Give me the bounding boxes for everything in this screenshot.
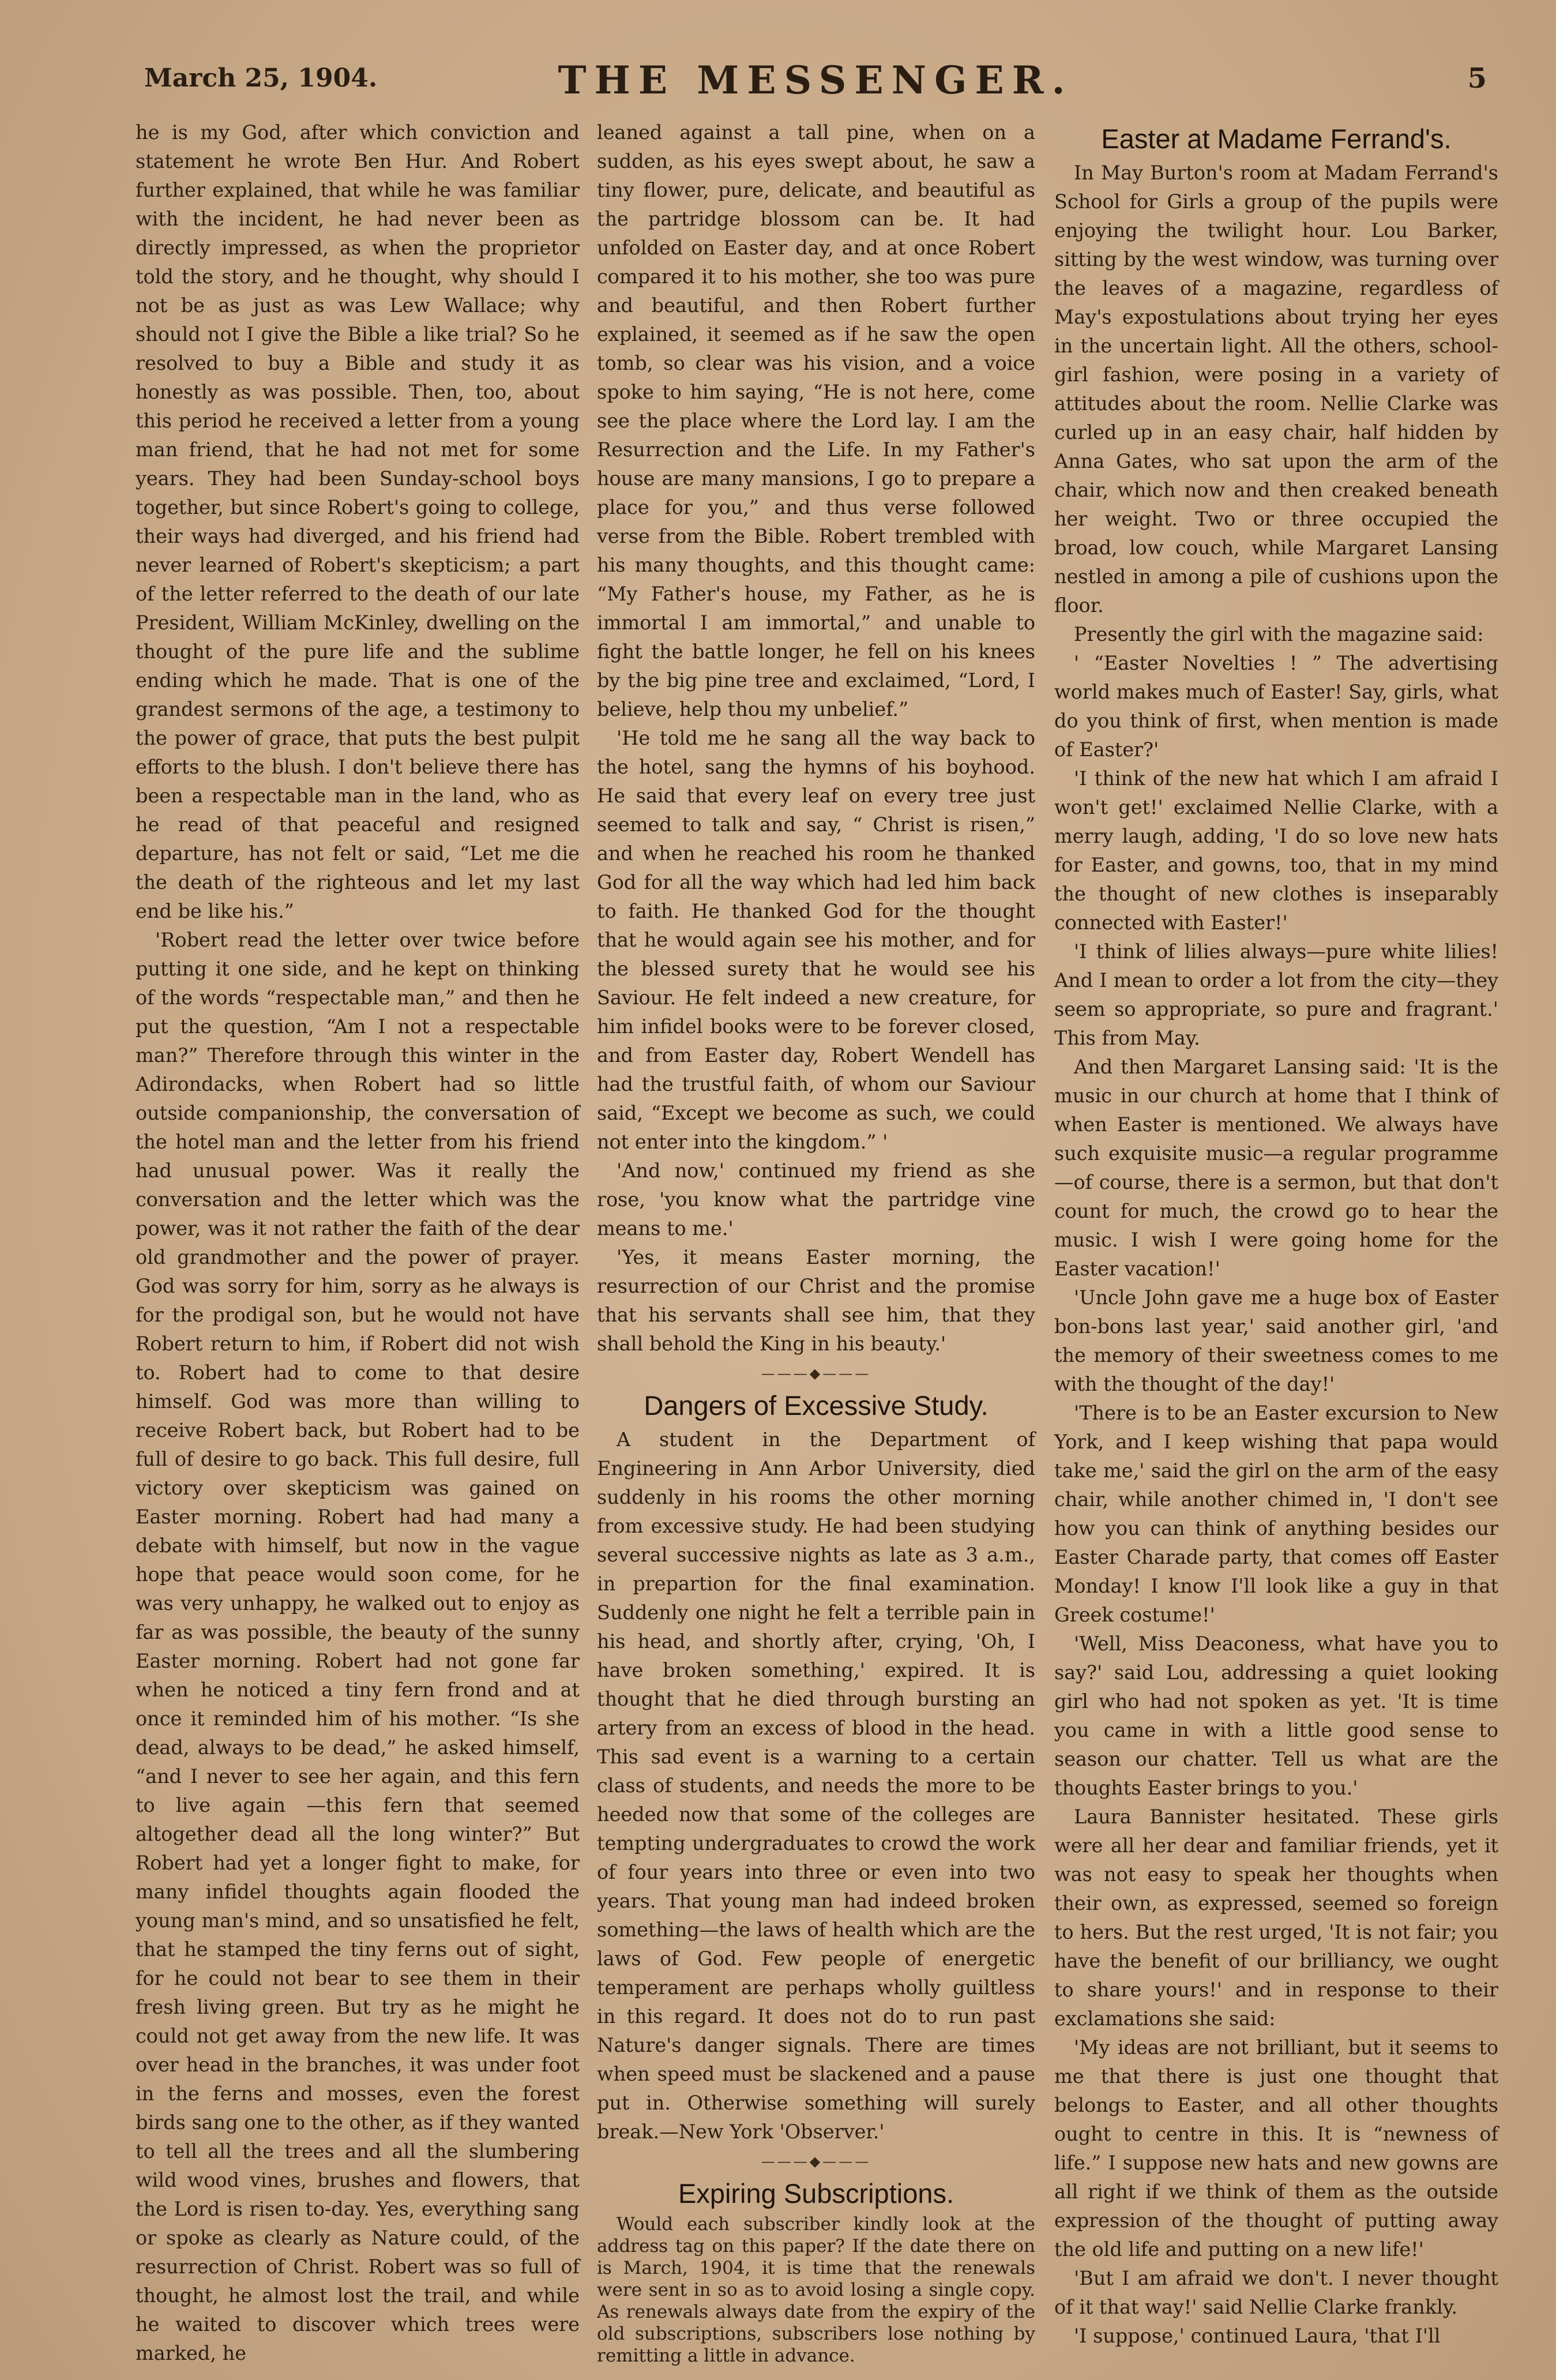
story-paragraph: 'I think of lilies always—pure white lilies! And I mean to order a lot from the city—they seem so appropriate, so pure and fragrant.' This from May. — [1054, 940, 1498, 1049]
story-paragraph: 'But I am afraid we don't. I never thought of it that way!' said Nellie Clarke frankly. — [1054, 2267, 1498, 2318]
story-paragraph: And then Margaret Lansing said: 'It is the music in our church at home that I think of when Easter is mentioned. We always have such exquisite music—a regular programme—of course, there is a sermon, but that don't count for much, the crowd go to hear the music. I wish I were going home for the Easter vacation!' — [1054, 1056, 1498, 1280]
article-paragraph: 'He told me he sang all the way back to the hotel, sang the hymns of his boyhood. He said that every leaf on every tree just seemed to talk and say, “ Christ is risen,” and when he reached his room he thanked God for all the way which had led him back to faith. He thanked God for the thought that he would again see his mother, and for the blessed surety that he would see his Saviour. He felt indeed a new creature, for him infidel books were to be forever closed, and from Easter day, Robert Wendell has had the trustful faith, of whom our Saviour said, “Except we become as such, we could not enter into the kingdom.” ' — [597, 727, 1035, 1153]
story-paragraph: 'Uncle John gave me a huge box of Easter bon-bons last year,' said another girl, 'and the memory of their sweetness comes to me with the thought of the day!' — [1054, 1286, 1498, 1395]
column-3 — [1054, 118, 1498, 2345]
issue-date: March 25, 1904. — [144, 63, 378, 93]
section-divider: ———◆——— — [761, 1365, 871, 1382]
easter-heading: Easter at Madame Ferrand's. — [1101, 123, 1452, 154]
article-paragraph: 'Yes, it means Easter morning, the resurrection of our Christ and the promise that his servants shall see him, that they shall behold the King in his beauty.' — [597, 1246, 1035, 1355]
section-divider: ———◆——— — [761, 2153, 871, 2169]
story-paragraph: 'I think of the new hat which I am afraid I won't get!' exclaimed Nellie Clarke, with a merry laugh, adding, 'I do so love new hats for Easter, and gowns, too, that in my mind the thought of new clothes is inseparably connected with Easter!' — [1054, 767, 1498, 934]
story-paragraph: Presently the girl with the magazine said: — [1074, 623, 1484, 645]
story-paragraph: 'I suppose,' continued Laura, 'that I'll — [1074, 2325, 1441, 2347]
dangers-heading: Dangers of Excessive Study. — [644, 1390, 989, 1421]
masthead — [144, 58, 1487, 110]
story-paragraph: 'Well, Miss Deaconess, what have you to say?' said Lou, addressing a quiet looking girl who had not spoken as yet. 'It is time you came in with a little good sense to season our chatter. Tell us what are the thoughts Easter brings to you.' — [1054, 1632, 1498, 1799]
story-paragraph: 'There is to be an Easter excursion to New York, and I keep wishing that papa would take me,' said the girl on the arm of the easy chair, while another chimed in, 'I don't see how you can think of anything besides our Easter Charade party, that comes off Easter Monday! I know I'll look like a guy in that Greek costume!' — [1054, 1402, 1498, 1626]
story-paragraph: 'My ideas are not brilliant, but it seems to me that there is just one thought that belongs to Easter, and all other thoughts ought to centre in this. It is “newness of life.” I suppose new hats and new gowns are all right if we think of them as the outside expression of the thought of putting away the old life and putting on a new life!' — [1054, 2036, 1498, 2261]
newspaper-title: THE MESSENGER. — [558, 58, 1073, 103]
subscriptions-heading: Expiring Subscriptions. — [678, 2178, 954, 2209]
article-paragraph: 'Robert read the letter over twice before putting it one side, and he kept on thinking of the words “respectable man,” and then he put the question, “Am I not a respectable man?” Therefore through this winter in the Adirondacks, when Robert had so little outside companionship, the conversation of the hotel man and the letter from his friend had unusual power. Was it really the conversation and the letter which was the power, was it not rather the faith of the dear old grandmother and the power of prayer. God was sorry for him, sorry as he always is for the prodigal son, but he would not have Robert return to him, if Robert did not wish to. Robert had to come to that desire himself. God was more than willing to receive Robert back, but Robert had to be full of desire to go back. This full desire, full victory over skepticism was gained on Easter morning. Robert had had many a debate with himself, but now in the vague hope that peace would soon come, for he was very unhappy, he walked out to enjoy as far as was possible, the beauty of the sunny Easter morning. Robert had not gone far when he noticed a tiny fern frond and at once it reminded him of his mother. “Is she dead, always to be dead,” he asked himself, “and I never to see her again, and this fern to live again —this fern that seemed altogether dead all the long winter?” But Robert had yet a longer fight to make, for many infidel thoughts again flooded the young man's mind, and so unsatisfied he felt, that he stamped the tiny ferns out of sight, for he could not bear to see them in their fresh living green. But try as he might he could not get away from the new life. It was over head in the branches, it was under foot in the ferns and mosses, even the forest birds sang one to the other, as if they wanted to tell all the trees and all the slumbering wild wood vines, brushes and flowers, that the Lord is risen to-day. Yes, everything sang or spoke as clearly as Nature could, of the resurrection of Christ. Robert was so full of thought, he almost lost the trail, and while he waited to discover which trees were marked, he — [136, 929, 580, 2364]
story-paragraph: In May Burton's room at Madam Ferrand's School for Girls a group of the pupils were enjoying the twilight hour. Lou Barker, sitting by the west window, was turning over the leaves of a magazine, regardless of May's expostulations about trying her eyes in the uncertain light. All the others, school-girl fashion, were posing in a variety of attitudes about the room. Nellie Clarke was curled up in an easy chair, half hidden by Anna Gates, who sat upon the arm of the chair, which now and then creaked beneath her weight. Two or three occupied the broad, low couch, while Margaret Lansing nestled in among a pile of cushions upon the floor. — [1054, 162, 1498, 617]
subscriptions-paragraph: Would each subscriber kindly look at the address tag on this paper? If the date there on is March, 1904, it is time that the renewals were sent in so as to avoid losing a single copy. As renewals always date from the expiry of the old subscriptions, subscribers lose nothing by remitting a little in advance. — [597, 2214, 1035, 2366]
column-1 — [136, 118, 580, 2364]
story-paragraph: Laura Bannister hesitated. These girls were all her dear and familiar friends, yet it was not easy to speak her thoughts when their own, as expressed, seemed so foreign to hers. But the rest urged, 'It is not fair; you have the benefit of our brilliancy, we ought to share yours!' and in response to their exclamations she said: — [1054, 1805, 1498, 2030]
article-paragraph: he is my God, after which conviction and statement he wrote Ben Hur. And Robert further explained, that while he was familiar with the incident, he had never been as directly impressed, as when the proprietor told the story, and he thought, why should I not be as just as was Lew Wallace; why should not I give the Bible a like trial? So he resolved to buy a Bible and study it as honestly as was possible. Then, too, about this period he received a letter from a young man friend, that he had not met for some years. They had been Sunday-school boys together, but since Robert's going to college, their ways had diverged, and his friend had never learned of Robert's skepticism; a part of the letter referred to the death of our late President, William McKinley, dwelling on the thought of the pure life and the sublime ending which he made. That is one of the grandest sermons of the age, a testimony to the power of grace, that puts the best pulpit efforts to the blush. I don't believe there has been a respectable man in the land, who as he read of that peaceful and resigned departure, has not felt or said, “Let me die the death of the righteous and let my last end be like his.” — [136, 121, 580, 922]
story-paragraph: ' “Easter Novelties ! ” The advertising world makes much of Easter! Say, girls, what do you think of first, when mention is made of Easter?' — [1054, 652, 1498, 761]
article-paragraph: 'And now,' continued my friend as she rose, 'you know what the partridge vine means to me.' — [597, 1159, 1035, 1240]
article-paragraph: leaned against a tall pine, when on a sudden, as his eyes swept about, he saw a tiny flower, pure, delicate, and beautiful as the partridge blossom can be. It had unfolded on Easter day, and at once Robert compared it to his mother, she too was pure and beautiful, and then Robert further explained, it seemed as if he saw the open tomb, so clear was his vision, and a voice spoke to him saying, “He is not here, come see the place where the Lord lay. I am the Resurrection and the Life. In my Father's house are many mansions, I go to prepare a place for you,” and thus verse followed verse from the Bible. Robert trembled with his many thoughts, and this thought came: “My Father's house, my Father, as he is immortal I am immortal,” and unable to fight the battle longer, he fell on his knees by the big pine tree and exclaimed, “Lord, I believe, help thou my unbelief.” — [597, 121, 1035, 720]
page-number: 5 — [1467, 62, 1487, 95]
dangers-paragraph: A student in the Department of Engineering in Ann Arbor University, died suddenly in his rooms the other morning from excessive study. He had been studying several successive nights as late as 3 a.m., in prepartion for the final examination. Suddenly one night he felt a terrible pain in his head, and shortly after, crying, 'Oh, I have broken something,' expired. It is thought that he died through bursting an artery from an excess of blood in the head. This sad event is a warning to a certain class of students, and needs the more to be heeded now that some of the colleges are tempting undergraduates to crowd the work of four years into three or even into two years. That young man had indeed broken something—the laws of health which are the laws of God. Few people of energetic temperament are perhaps wholly guiltless in this regard. It does not do to run past Nature's danger signals. There are times when speed must be slackened and a pause put in. Otherwise something will surely break.—New York 'Observer.' — [597, 1428, 1035, 2143]
column-2 — [597, 118, 1035, 2366]
